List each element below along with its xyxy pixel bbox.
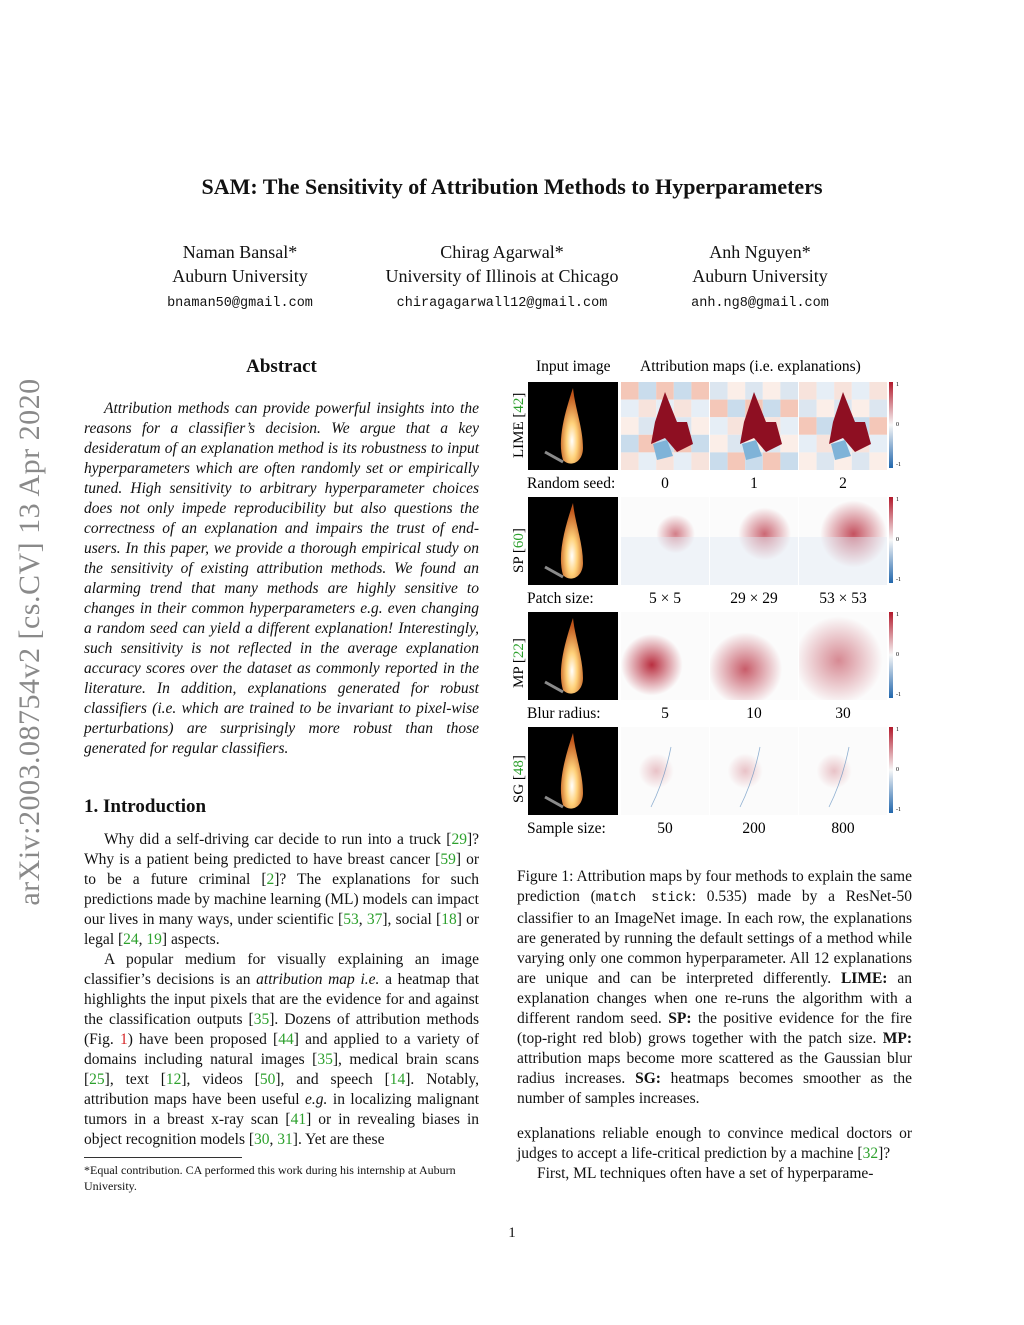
colorbar-tick: 1 bbox=[896, 727, 899, 733]
hyperparameter-value: 10 bbox=[746, 705, 762, 722]
intro-paragraph-2: A popular medium for visually explaining an image classifier’s decisions is an attribution map i.e. a heatmap that highlights the input pixels that are the evidence for and against the classification outputs [35]. Dozens of attribution methods (Fig. 1) have been proposed [44] and applied to a variety of domains including natural images [35], medical brain scans [25], text [12], videos [50], and speech [14]. Notably, attribution maps have been useful e.g. in localizing malignant tumors in a breast x-ray scan [41] or in revealing biases in object recognition models [30, 31]. Yet are these bbox=[84, 951, 480, 1148]
col-header-maps: Attribution maps (i.e. explanations) bbox=[640, 358, 861, 375]
introduction-body bbox=[84, 830, 479, 1150]
citation-link[interactable]: 35 bbox=[253, 1011, 270, 1028]
hyperparameter-label: Random seed: bbox=[527, 475, 616, 492]
attribution-map bbox=[710, 612, 798, 700]
citation-link[interactable]: 50 bbox=[259, 1071, 276, 1088]
footnote-rule bbox=[84, 1157, 242, 1158]
author-name: Chirag Agarwal* bbox=[440, 242, 564, 262]
abstract-text: Attribution methods can provide powerful insights into the reasons for a classifier’s decision. We argue that a key desideratum of an explanation method is its robustness to input hyperparameters which are often randomly set or empirically tuned. High sensitivity to arbitrary hyperparameter choices does not only impede reproducibility but also questions the correctness of an explanation and impairs the trust of end-users. In this paper, we provide a thorough empirical study on the sensitivity of existing attribution methods. We found an alarming trend that many methods are highly sensitive to changes in their common hyperparameters e.g. even changing a random seed can yield a different explanation! Interestingly, such sensitivity is not reflected in the average explanation accuracy scores over the dataset as commonly reported in the literature. In addition, explanations generated for robust classifiers (i.e. which are trained to be invariant to pixel-wise perturbations) are surprisingly more robust than those generated for regular classifiers. bbox=[84, 400, 479, 757]
hyperparameter-value: 5 × 5 bbox=[649, 590, 681, 607]
attribution-map bbox=[799, 382, 887, 470]
figure-1 bbox=[505, 352, 915, 840]
colorbar-tick: -1 bbox=[896, 577, 901, 583]
attribution-map bbox=[621, 727, 709, 815]
author-email: chiragagarwall12@gmail.com bbox=[396, 296, 608, 311]
colorbar-tick: 0 bbox=[896, 422, 899, 428]
method-label: MP [22] bbox=[511, 638, 527, 688]
author-2 bbox=[350, 240, 654, 316]
colorbar-tick: 0 bbox=[896, 767, 899, 773]
hyperparameter-label: Patch size: bbox=[527, 590, 594, 607]
hyperparameter-label: Blur radius: bbox=[527, 705, 601, 722]
hyperparameter-value: 29 × 29 bbox=[730, 590, 778, 607]
hyperparameter-value: 200 bbox=[742, 820, 766, 837]
attribution-map bbox=[710, 727, 798, 815]
section-heading-introduction: 1. Introduction bbox=[84, 796, 207, 817]
figure-reference-link[interactable]: 1 bbox=[119, 1031, 128, 1048]
input-image-match-flame bbox=[528, 497, 618, 585]
figure-1-caption bbox=[517, 867, 912, 1109]
hyperparameter-value: 30 bbox=[835, 705, 851, 722]
abstract-heading: Abstract bbox=[246, 356, 317, 377]
attribution-map bbox=[799, 727, 887, 815]
input-image-match-flame bbox=[528, 612, 618, 700]
citation-link[interactable]: 31 bbox=[277, 1131, 293, 1148]
citation-link[interactable]: 25 bbox=[89, 1071, 105, 1088]
hyperparameter-value: 800 bbox=[831, 820, 855, 837]
hyperparameter-value: 5 bbox=[661, 705, 669, 722]
citation-link[interactable]: 18 bbox=[441, 911, 457, 928]
hyperparameter-value: 53 × 53 bbox=[819, 590, 867, 607]
hyperparameter-value: 50 bbox=[657, 820, 673, 837]
colorbar-tick: 1 bbox=[896, 612, 899, 618]
colorbar-tick: 0 bbox=[896, 537, 899, 543]
colorbar bbox=[889, 612, 901, 698]
citation-link[interactable]: 30 bbox=[254, 1131, 270, 1148]
attribution-map bbox=[621, 382, 709, 470]
method-label: SP [60] bbox=[511, 528, 527, 573]
author-email: anh.ng8@gmail.com bbox=[691, 296, 829, 311]
footnote: *Equal contribution. CA performed this work during his internship at Auburn University. bbox=[84, 1163, 456, 1193]
citation-link[interactable]: 24 bbox=[123, 931, 139, 948]
citation-link[interactable]: 14 bbox=[389, 1071, 406, 1088]
colorbar-tick: 1 bbox=[896, 382, 899, 388]
input-image-match-flame bbox=[528, 727, 618, 815]
attribution-map bbox=[799, 612, 887, 700]
author-name: Anh Nguyen* bbox=[709, 242, 811, 262]
attribution-map bbox=[799, 497, 887, 585]
intro-paragraph-4: First, ML techniques often have a set of hyperparame- bbox=[537, 1165, 874, 1182]
intro-paragraph-1: Why did a self-driving car decide to run into a truck [29]? Why is a patient being predicted to have breast cancer [59] or to be a future criminal [2]? The explanations for such predictions made by machine learning (ML) models can impact our lives in many ways, under scientific [53, 37], social [18] or legal [24, 19] aspects. bbox=[84, 831, 480, 948]
class-label: match stick bbox=[595, 891, 692, 906]
citation-link[interactable]: 12 bbox=[165, 1071, 182, 1088]
citation-link[interactable]: 53 bbox=[343, 911, 359, 928]
citation-link[interactable]: 2 bbox=[266, 871, 275, 888]
author-1 bbox=[120, 240, 360, 316]
colorbar-tick: -1 bbox=[896, 692, 901, 698]
colorbar-tick: 0 bbox=[896, 652, 899, 658]
author-affiliation: University of Illinois at Chicago bbox=[385, 266, 619, 286]
caption-text: Figure 1: Attribution maps by four methods to explain the same prediction (match stick: 0.535) made by a ResNet-50 classifier to an ImageNet image. In each row, the explanations are generated by running the default settings of a method while varying only one common hyperparameter. All 12 explanations are unique and can be interpreted differently. LIME: an explanation changes when one re-runs the algorithm with a different random seed. SP: the positive evidence for the fire (top-right red blob) grows together with the patch size. MP: attribution maps become more scattered as the Gaussian blur radius increases. SG: heatmaps becomes smoother as the number of samples increases. bbox=[517, 868, 913, 1107]
colorbar-tick: 1 bbox=[896, 497, 899, 503]
hyperparameter-value: 1 bbox=[750, 475, 758, 492]
intro-paragraph-3: explanations reliable enough to convince medical doctors or judges to accept a life-critical prediction by a machine [32]? bbox=[517, 1125, 912, 1162]
colorbar bbox=[889, 382, 901, 468]
citation-link[interactable]: 35 bbox=[317, 1051, 333, 1068]
citation-link[interactable]: 19 bbox=[146, 931, 162, 948]
author-affiliation: Auburn University bbox=[692, 266, 828, 286]
citation-link[interactable]: 59 bbox=[440, 851, 456, 868]
paper-title: SAM: The Sensitivity of Attribution Methods to Hyperparameters bbox=[201, 174, 823, 199]
abstract-body bbox=[84, 399, 479, 759]
col-header-input: Input image bbox=[536, 358, 611, 375]
page-number: 1 bbox=[508, 1225, 516, 1241]
arxiv-identifier: arXiv:2003.08754v2 [cs.CV] 13 Apr 2020 bbox=[13, 378, 46, 906]
citation-link[interactable]: 41 bbox=[290, 1111, 307, 1128]
hyperparameter-value: 2 bbox=[839, 475, 847, 492]
author-name: Naman Bansal* bbox=[182, 242, 298, 262]
hyperparameter-value: 0 bbox=[661, 475, 669, 492]
citation-link[interactable]: 32 bbox=[862, 1145, 879, 1162]
citation-link[interactable]: 29 bbox=[451, 831, 467, 848]
citation-link[interactable]: 44 bbox=[278, 1031, 294, 1048]
author-email: bnaman50@gmail.com bbox=[167, 296, 313, 311]
author-3 bbox=[650, 240, 870, 316]
hyperparameter-label: Sample size: bbox=[527, 820, 606, 837]
method-label: SG [48] bbox=[511, 755, 527, 803]
colorbar-tick: -1 bbox=[896, 462, 901, 468]
author-affiliation: Auburn University bbox=[172, 266, 308, 286]
input-image-match-flame bbox=[528, 382, 618, 470]
colorbar-tick: -1 bbox=[896, 807, 901, 813]
colorbar bbox=[889, 727, 901, 813]
colorbar bbox=[889, 497, 901, 583]
method-label: LIME [42] bbox=[511, 392, 527, 458]
attribution-map bbox=[710, 497, 798, 585]
attribution-map bbox=[621, 497, 709, 585]
right-column-body bbox=[517, 1124, 912, 1184]
attribution-map bbox=[710, 382, 798, 470]
citation-link[interactable]: 37 bbox=[366, 911, 383, 928]
attribution-map bbox=[621, 612, 709, 700]
